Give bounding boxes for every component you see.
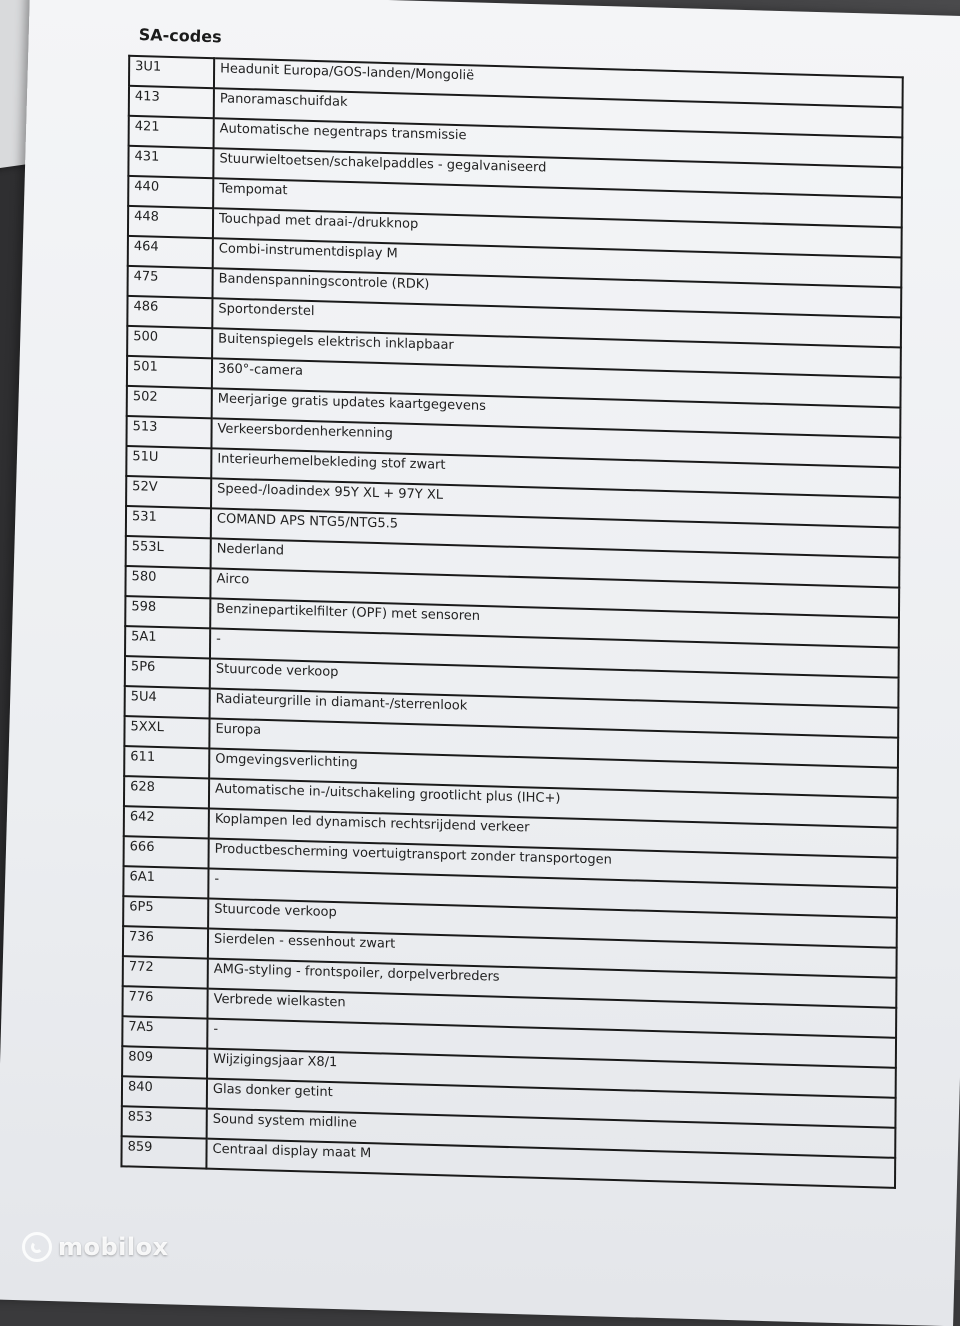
sa-description-cell: Automatische negentraps transmissie	[214, 118, 903, 167]
sa-code-cell: 5A1	[125, 626, 210, 658]
sa-description-cell: Nederland	[211, 538, 900, 587]
sa-description-cell: Panoramaschuifdak	[214, 88, 903, 137]
sa-description-cell: Omgevingsverlichting	[209, 748, 898, 797]
sa-code-cell: 464	[128, 236, 213, 268]
sa-code-cell: 531	[126, 506, 211, 538]
page-title: SA-codes	[138, 25, 222, 47]
sa-description-cell: COMAND APS NTG5/NTG5.5	[211, 508, 900, 557]
sa-code-cell: 736	[123, 926, 208, 958]
sa-code-cell: 501	[127, 356, 212, 388]
sa-description-cell: Centraal display maat M	[206, 1139, 895, 1188]
sa-description-cell: Buitenspiegels elektrisch inklapbaar	[212, 328, 901, 377]
sa-code-cell: 642	[124, 806, 209, 838]
sa-description-cell: Sportonderstel	[212, 298, 901, 347]
sa-description-cell: Tempomat	[213, 178, 902, 227]
sa-code-cell: 6P5	[123, 896, 208, 928]
sa-code-cell: 840	[122, 1076, 207, 1108]
sa-code-cell: 598	[125, 596, 210, 628]
sa-description-cell: Airco	[210, 568, 899, 617]
sa-code-cell: 666	[124, 836, 209, 868]
sa-code-cell: 500	[127, 326, 212, 358]
watermark-text: mobilox	[58, 1233, 169, 1261]
sa-description-cell: Verkeersbordenherkenning	[211, 418, 900, 467]
sa-description-cell: Verbrede wielkasten	[207, 989, 896, 1038]
sa-description-cell: Productbescherming voertuigtransport zonder transportogen	[209, 838, 898, 887]
sa-description-cell: Combi-instrumentdisplay M	[213, 238, 902, 287]
sa-code-cell: 6A1	[123, 866, 208, 898]
sa-codes-table-body	[121, 56, 902, 1188]
sa-description-cell: Sound system midline	[207, 1109, 896, 1158]
sa-description-cell: Headunit Europa/GOS-landen/Mongolië	[214, 58, 903, 107]
sa-code-cell: 413	[129, 86, 214, 118]
sa-description-cell: Europa	[209, 718, 898, 767]
sa-code-cell: 421	[129, 116, 214, 148]
sa-code-cell: 475	[128, 266, 213, 298]
sa-description-cell: Bandenspanningscontrole (RDK)	[212, 268, 901, 317]
sa-code-cell: 5P6	[125, 656, 210, 688]
sa-code-cell: 52V	[126, 476, 211, 508]
sa-description-cell: Automatische in-/uitschakeling grootlicht plus (IHC+)	[209, 778, 898, 827]
sa-description-cell: 360°-camera	[212, 358, 901, 407]
sa-code-cell: 440	[128, 176, 213, 208]
sa-code-cell: 580	[125, 566, 210, 598]
sa-description-cell: -	[208, 869, 897, 918]
sa-code-cell: 776	[123, 986, 208, 1018]
sa-code-cell: 448	[128, 206, 213, 238]
sa-description-cell: Speed-/loadindex 95Y XL + 97Y XL	[211, 478, 900, 527]
sa-description-cell: Stuurcode verkoop	[208, 899, 897, 948]
sa-code-cell: 502	[127, 386, 212, 418]
sa-code-cell: 513	[126, 416, 211, 448]
sa-description-cell: Radiateurgrille in diamant-/sterrenlook	[210, 688, 899, 737]
sa-code-cell: 51U	[126, 446, 211, 478]
sa-code-cell: 859	[121, 1136, 206, 1168]
mobilox-logo-icon	[22, 1232, 52, 1262]
sa-code-cell: 3U1	[129, 56, 214, 88]
sa-code-cell: 628	[124, 776, 209, 808]
sa-code-cell: 431	[128, 146, 213, 178]
sa-description-cell: Stuurcode verkoop	[210, 658, 899, 707]
sa-description-cell: Sierdelen - essenhout zwart	[208, 929, 897, 978]
sa-description-cell: Meerjarige gratis updates kaartgegevens	[212, 388, 901, 437]
sa-description-cell: Interieurhemelbekleding stof zwart	[211, 448, 900, 497]
sa-code-cell: 611	[124, 746, 209, 778]
sa-description-cell: -	[207, 1019, 896, 1068]
sa-codes-table-wrapper	[120, 55, 903, 1189]
sa-code-cell: 809	[122, 1046, 207, 1078]
sa-description-cell: Stuurwieltoetsen/schakelpaddles - gegalvaniseerd	[213, 148, 902, 197]
sa-description-cell: AMG-styling - frontspoiler, dorpelverbreders	[208, 959, 897, 1008]
sa-code-cell: 772	[123, 956, 208, 988]
sa-description-cell: Benzinepartikelfilter (OPF) met sensoren	[210, 598, 899, 647]
sa-description-cell: Koplampen led dynamisch rechtsrijdend verkeer	[209, 808, 898, 857]
sa-code-cell: 486	[127, 296, 212, 328]
sa-codes-table	[120, 55, 903, 1189]
sa-code-cell: 5XXL	[124, 716, 209, 748]
sa-description-cell: Glas donker getint	[207, 1079, 896, 1128]
sa-description-cell: -	[210, 628, 899, 677]
watermark	[22, 1232, 169, 1262]
sa-code-cell: 853	[122, 1106, 207, 1138]
sa-code-cell: 5U4	[125, 686, 210, 718]
sa-code-cell: 7A5	[122, 1016, 207, 1048]
sa-description-cell: Touchpad met draai-/drukknop	[213, 208, 902, 257]
sa-code-cell: 553L	[126, 536, 211, 568]
sa-description-cell: Wijzigingsjaar X8/1	[207, 1049, 896, 1098]
